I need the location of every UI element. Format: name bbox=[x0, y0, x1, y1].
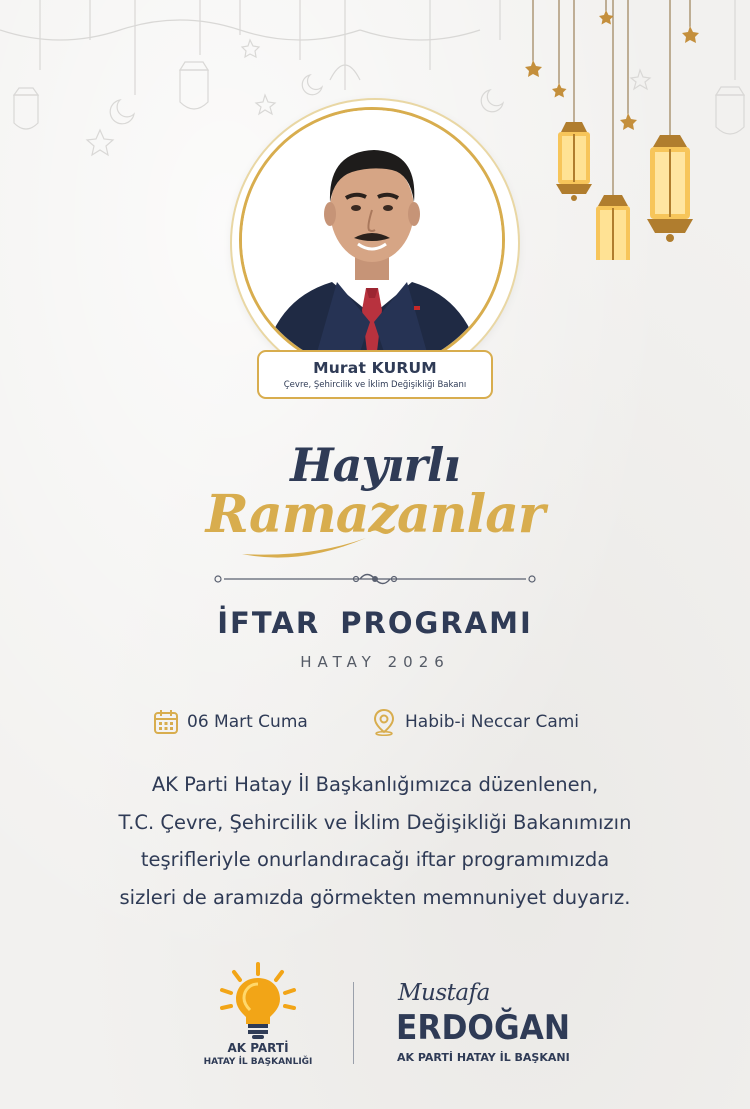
signature-first-name: Mustafa bbox=[398, 980, 490, 1006]
message-line: T.C. Çevre, Şehircilik ve İklim Değişikliği Bakanımızın bbox=[118, 810, 632, 834]
calendar-icon bbox=[153, 709, 179, 735]
lantern-icon bbox=[556, 122, 592, 201]
signature-last-name: ERDOĞAN bbox=[396, 1008, 571, 1048]
message-line: teşrifleriyle onurlandıracağı iftar programımızda bbox=[140, 848, 610, 871]
party-unit: HATAY İL BAŞKANLIĞI bbox=[203, 1057, 313, 1067]
invitation-message bbox=[40, 766, 710, 916]
greeting-line-1: Hayırlı bbox=[290, 438, 460, 492]
person-portrait-illustration bbox=[242, 110, 502, 370]
lantern-icon bbox=[647, 135, 693, 242]
party-name: AK PARTİ bbox=[227, 1041, 289, 1055]
event-date-text: 06 Mart Cuma bbox=[187, 712, 308, 732]
person-name: Murat KURUM bbox=[313, 359, 437, 377]
message-line: sizleri de aramızda görmekten memnuniyet duyarız. bbox=[119, 885, 631, 909]
event-place-text: Habib-i Neccar Cami bbox=[405, 712, 580, 732]
lantern-icon bbox=[596, 195, 630, 260]
name-plate bbox=[257, 350, 493, 399]
greeting-swoosh bbox=[240, 532, 370, 562]
portrait-photo bbox=[239, 107, 505, 373]
ornamental-divider bbox=[210, 570, 540, 588]
footer-divider bbox=[353, 982, 354, 1064]
program-subtitle: HATAY 2026 bbox=[300, 653, 450, 671]
location-pin-icon bbox=[371, 708, 397, 736]
portrait-frame bbox=[232, 100, 518, 386]
party-logo bbox=[198, 962, 318, 1072]
program-title: İFTAR PROGRAMI bbox=[217, 606, 533, 640]
person-role: Çevre, Şehircilik ve İklim Değişikliği Bakanı bbox=[283, 380, 467, 390]
message-line: AK Parti Hatay İl Başkanlığımızca düzenlenen, bbox=[151, 773, 599, 796]
lightbulb-logo-icon bbox=[198, 962, 318, 1040]
event-place bbox=[371, 707, 579, 737]
greeting-line-2: Ramazanlar bbox=[205, 484, 545, 545]
event-date bbox=[153, 707, 308, 737]
signature-title: AK PARTİ HATAY İL BAŞKANI bbox=[397, 1051, 570, 1064]
